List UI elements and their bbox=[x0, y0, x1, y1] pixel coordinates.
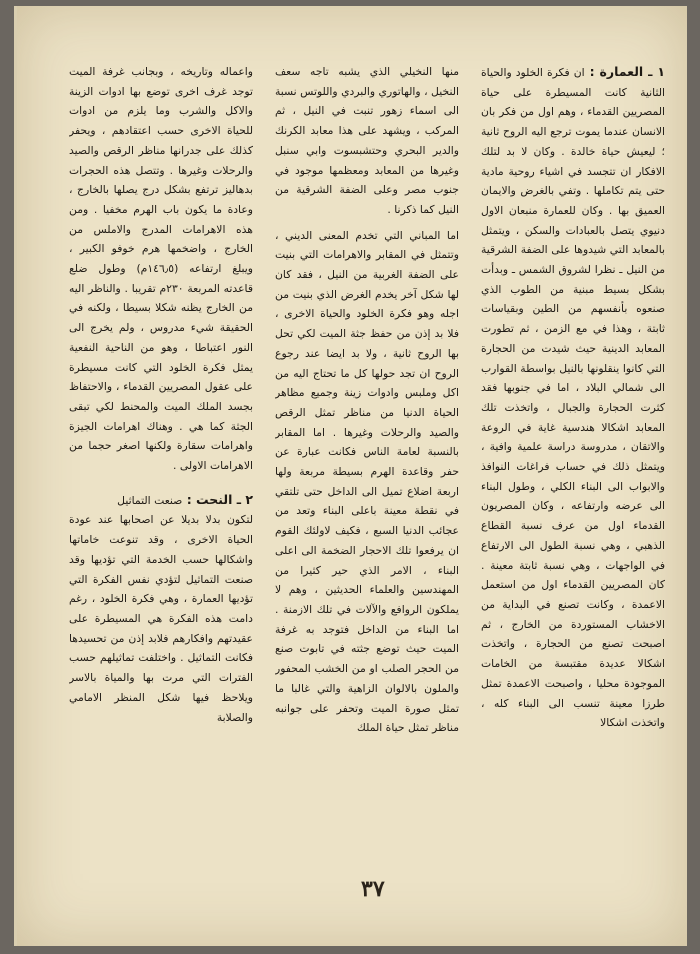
column-left bbox=[69, 62, 253, 882]
sculpture-text: لتكون بدلا بديلا عن اصحابها عند عودة الحياة الاخرى ، وقد تنوعت خاماتها واشكالها حسب الخدمة التي تؤديها وقد صنعت التماثيل لتؤدي نفس الفكرة التي تؤديها العمارة ، وهي فكرة الخلود ، رغم دامت هذه الفكرة هي المسيطرة على عقيدتهم وافكارهم فلابد إذن من تحسيدها فكانت التماثيل . واختلفت تماثيلهم حسب الفترات التي مرت بها والمياة بالاسر ويلاحظ فيها شكل المنظر الامامي والصلابة bbox=[69, 513, 253, 724]
heading-colon: : bbox=[584, 64, 600, 79]
pyramids-paragraph: واعماله وتاريخه ، وبجانب غرفة الميت توجد غرف اخرى توضع بها ادوات الزينة والاكل والشرب وما يلزم من ادوات للحياة الاخرى حسب اعتقادهم ، ويحفر كذلك على جدرانها مناظر الرقص والصيد والرحلات وغيرها . وتتصل هذه الحجرات بدهاليز ترتفع بشكل درج يصلها بالخارج ، وعادة ما يكون باب الهرم مخفيا . ومن هذه الاهرامات المدرج والاملس من الخارج ، واضخمها هرم خوفو الكبير ، ويبلغ ارتفاعه (١٤٦٫٥م) وطول ضلع قاعدته المربعة ٢٣٠م تقريبا . والناظر اليه من الخارج يظنه شكلا بسيطا ، ولكنه في الحقيقة شيء مدروس ، ولم يخرج الى النور اعتباطا ، وهو من الناحية النفعية يمثل فكرة الخلود التي كانت مسيطرة على عقول المصريين القدماء ، والاحتفاظ بجسد الملك الميت والمحنط لكي تبقى الجثة كما هي . وهناك اهرامات الجيزة واهرامات سقارة ولكنها اصغر حجما من الاهرامات الاولى . bbox=[69, 65, 253, 473]
heading-title: النحت bbox=[196, 491, 233, 507]
sculpture-paragraph bbox=[69, 490, 253, 727]
column-middle bbox=[275, 62, 459, 882]
paper-sheet bbox=[14, 6, 687, 946]
heading-colon: : bbox=[182, 491, 197, 507]
column-right bbox=[481, 62, 665, 882]
sculpture-heading bbox=[182, 492, 253, 507]
page-number: ٣٧ bbox=[361, 876, 385, 902]
heading-number: ٢ ـ bbox=[236, 491, 253, 507]
architecture-paragraph bbox=[481, 62, 665, 733]
sculpture-heading-text: صنعت التماثيل bbox=[117, 493, 183, 507]
heading-number: ١ ـ bbox=[648, 64, 665, 79]
page-body bbox=[69, 62, 665, 882]
columns-styles-paragraph: منها النخيلي الذي يشبه تاجه سعف النخيل ، والهاتوري والبردي واللوتس نسبة الى اسماء زهور تنبت في النيل ، ثم المركب ، ويشهد على هذا معابد الكرنك والدير البحري وحتشبسوت وابي سنبل وغيرها من المعابد ومعظمها موجود في جنوب مصر وعلى الضفة الشرقية من النيل كما ذكرنا . bbox=[275, 65, 459, 216]
heading-title: العمارة bbox=[599, 64, 644, 79]
architecture-heading bbox=[585, 64, 665, 79]
architecture-text: ان فكرة الخلود والحياة الثانية كانت المسيطرة على حياة المصريين القدماء ، وهم اول من فكر بان الانسان عندما يموت ترجع اليه الروح ثانية ؛ ليعيش حياة خالدة . وكان لا بد لتلك الافكار ان تتجسد في اشياء روحية مادية حتى يتم تكاملها . وتفي بالغرض والايمان العميق بها . وكان للعمارة منبعان الاول دنيوي يتصل بالعبادات والسكن ، ويتمثل بالمعابد التي شيدوها على الضفة الشرقية من النيل ـ نظرا لشروق الشمس ـ وبدأت بشكل بسيط مبنية من الطوب الذي صنعوه بأنفسهم من الطين وبقياسات ثابتة ، وهذا في مع الزمن ، ثم تطورت المعابد الدينية حيث شيدت من الحجارة التي كانوا ينقلونها بالنيل بواسطة القوارب الى شمالي البلاد ، اما في جنوبها فقد كثرت الحجارة والجبال ، واتخذت تلك المعابد اشكالا هندسية غاية في الروعة والاتقان ، مدروسة دراسة علمية وافية ، ويتمثل ذلك في حساب فراغات النوافذ والابواب الى البناء الكلي ، وطول البناء الى عرضه وارتفاعه ، وكان المصريون القدماء اول من عرف نسبة القطاع الذهبي ، وهي نسبة الطول الى الارتفاع في الواجهات ، وهي نسبة ثابتة معينة . كان المصريين القدماء اول من استعمل الاعمدة ، وكانت تصنع في البداية من الاخشاب المستوردة من الخارج ، ثم اصبحت تصنع من الحجارة ، واتخذت اشكالا عديدة مقتبسة من الخامات الموجودة محليا ، واصبحت الاعمدة تمثل طرزا معينة تنسب الى البناء كله ، واتخذت اشكالا bbox=[481, 66, 665, 730]
tombs-paragraph: اما المباني التي تخدم المعنى الديني ، وتتمثل في المقابر والاهرامات التي بنيت على الضفة الغربية من النيل ، فقد كان لها شكل آخر يخدم الغرض الذي بنيت من اجله وهو فكرة الخلود والحياة الاخرى ، فلا بد إذن من حفظ جثة الميت لكي تحل بها الروح ثانية ، ولا بد ايضا عند رجوع الروح ان تجد حولها كل ما تحتاج اليه من اكل وملبس وادوات زينة وجميع مظاهر الحياة الدنيا من مناظر تمثل الرقص والصيد والرحلات وغيرها . اما المقابر بالنسبة لعامة الناس فكانت عبارة عن حفر وقاعدة الهرم بسيطة مربعة ولها اربعة اضلاع تميل الى الداخل حتى تلتقي في نقطة معينة باعلى البناء وتعد من عجائب الدنيا السبع ، فكيف لاولئك القوم ان يرفعوا تلك الاحجار الضخمة الى اعلى البناء ، الامر الذي حير كثيرا من المهندسين والعلماء الحديثين ، وهم لا يملكون الروافع والآلات في تلك الازمنة . اما البناء من الداخل فتوجد به غرفة الميت حيث توضع جثته في تابوت صنع من الحجر الصلب او من الخشب المحفور والملون بالالوان الزاهية والتي غالبا ما تمثل صورة الميت وتحفر على جوانبه مناظر تمثل حياة الملك bbox=[275, 228, 459, 735]
